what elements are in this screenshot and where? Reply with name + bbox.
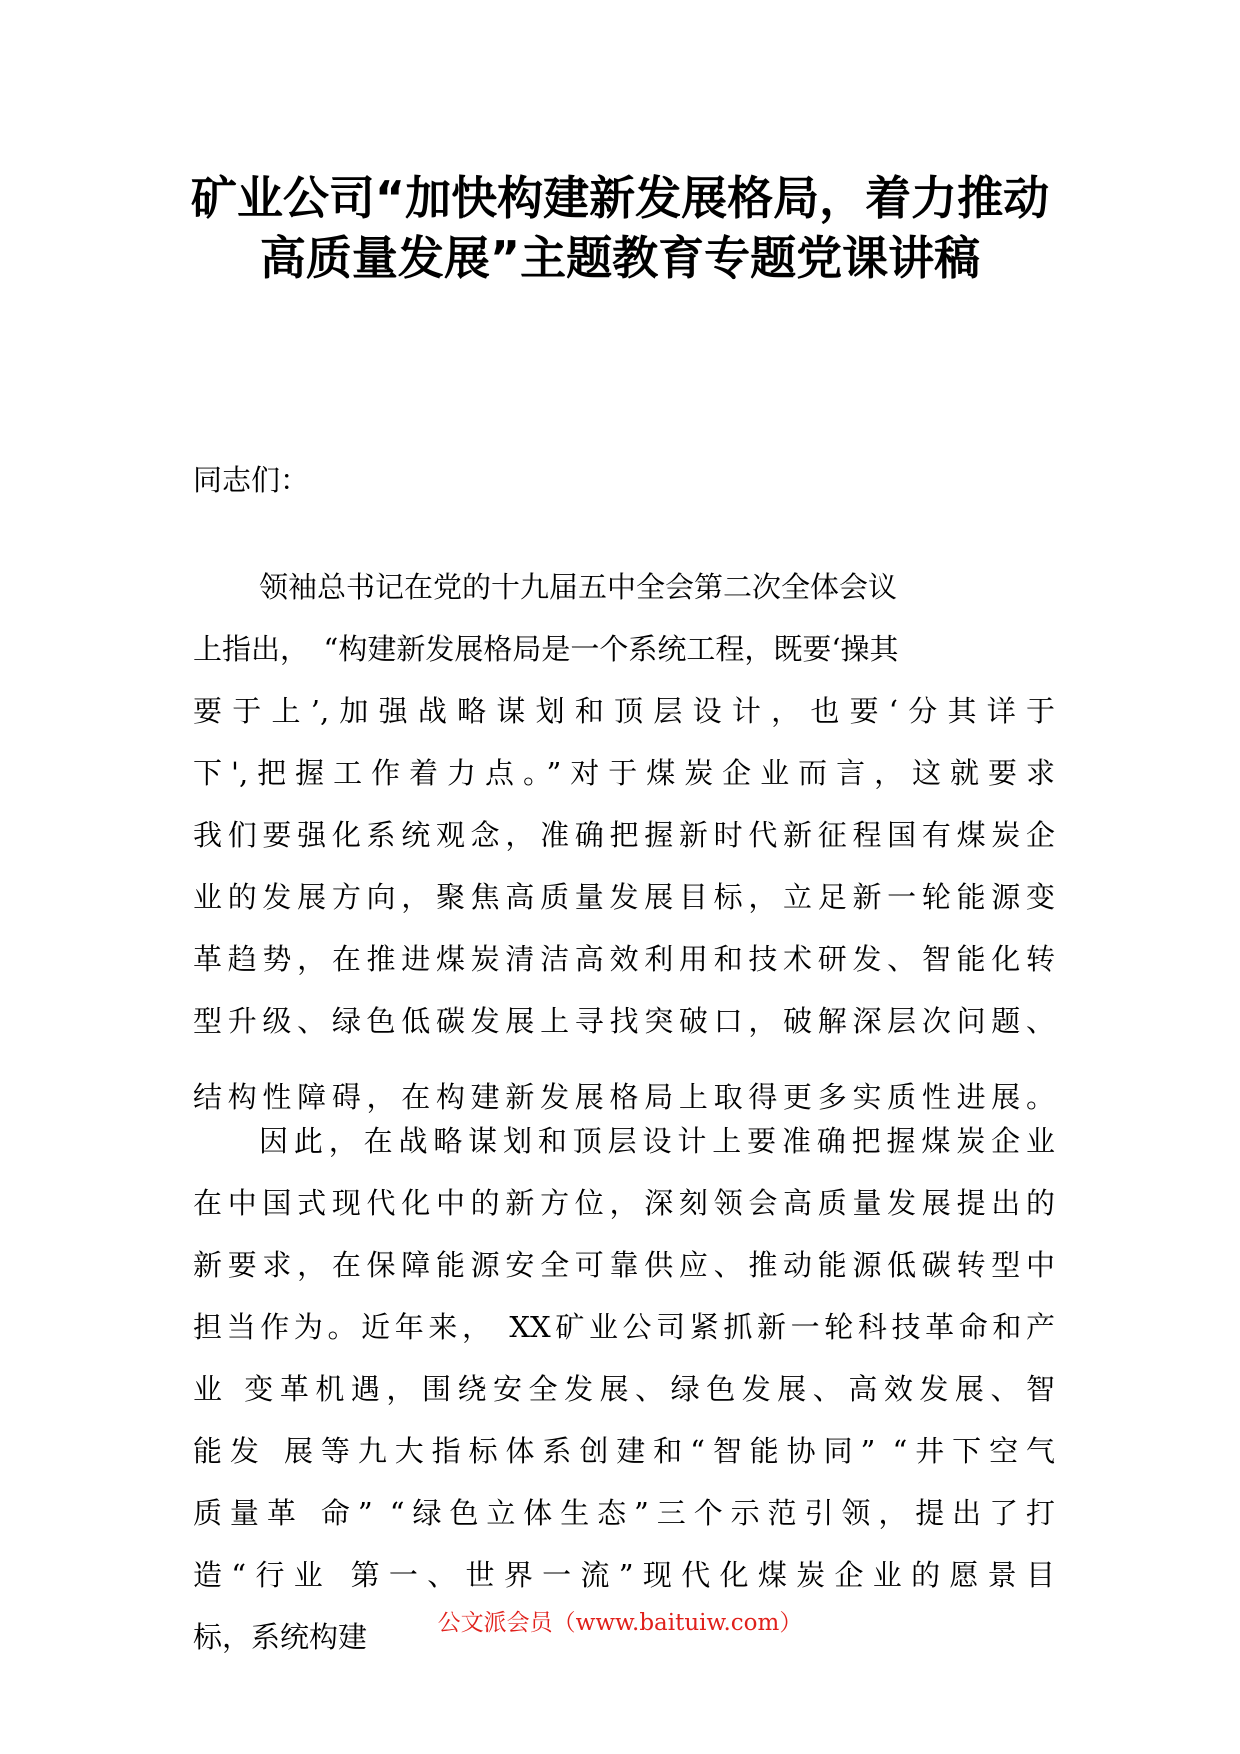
paragraph-line: 担当作为。近年来， XX矿业公司紧抓新一轮科技革命和产 (193, 1310, 1055, 1344)
paragraph-line: 标，系统构建 (193, 1620, 368, 1654)
salutation: 同志们： (193, 463, 310, 497)
paragraph-line: 业 变革机遇，围绕安全发展、绿色发展、高效发展、智 (193, 1372, 1055, 1406)
paragraph-line: 型升级、绿色低碳发展上寻找突破口，破解深层次问题、 (193, 1004, 1055, 1038)
paragraph-line: 要于上’,加强战略谋划和顶层设计，也要‘分其详于 (193, 694, 1055, 728)
paragraph-line: 我们要强化系统观念，准确把握新时代新征程国有煤炭企 (193, 818, 1055, 852)
document-title (170, 168, 1070, 288)
paragraph-line: 能发 展等九大指标体系创建和“智能协同” “井下空气 (193, 1434, 1055, 1468)
paragraph-line: 造“行业 第一、世界一流”现代化煤炭企业的愿景目 (193, 1558, 1055, 1592)
paragraph-2 (193, 1110, 1055, 1668)
paragraph-line: 结构性障碍，在构建新发展格局上取得更多实质性进展。 (193, 1080, 1055, 1114)
title-line-1: 矿业公司“加快构建新发展格局，着力推动 (190, 171, 1050, 225)
paragraph-line: 在中国式现代化中的新方位，深刻领会高质量发展提出的 (193, 1186, 1055, 1220)
paragraph-line: 领袖总书记在党的十九届五中全会第二次全体会议 (259, 570, 898, 604)
paragraph-line: 质量革 命” “绿色立体生态”三个示范引领，提出了打 (193, 1496, 1055, 1530)
footer-watermark-link[interactable]: 公文派会员（www.baituiw.com） (437, 1610, 803, 1636)
paragraph-1 (193, 556, 1055, 1128)
title-line-2: 高质量发展”主题教育专题党课讲稿 (259, 231, 981, 285)
paragraph-line: 因此，在战略谋划和顶层设计上要准确把握煤炭企业 (259, 1124, 1055, 1158)
paragraph-line: 革趋势，在推进煤炭清洁高效利用和技术研发、智能化转 (193, 942, 1055, 976)
paragraph-line: 新要求，在保障能源安全可靠供应、推动能源低碳转型中 (193, 1248, 1055, 1282)
paragraph-line: 上指出， “构建新发展格局是一个系统工程，既要‘操其 (193, 632, 899, 666)
paragraph-line: 业的发展方向，聚焦高质量发展目标，立足新一轮能源变 (193, 880, 1055, 914)
paragraph-line: 下',把握工作着力点。”对于煤炭企业而言，这就要求 (193, 756, 1055, 790)
